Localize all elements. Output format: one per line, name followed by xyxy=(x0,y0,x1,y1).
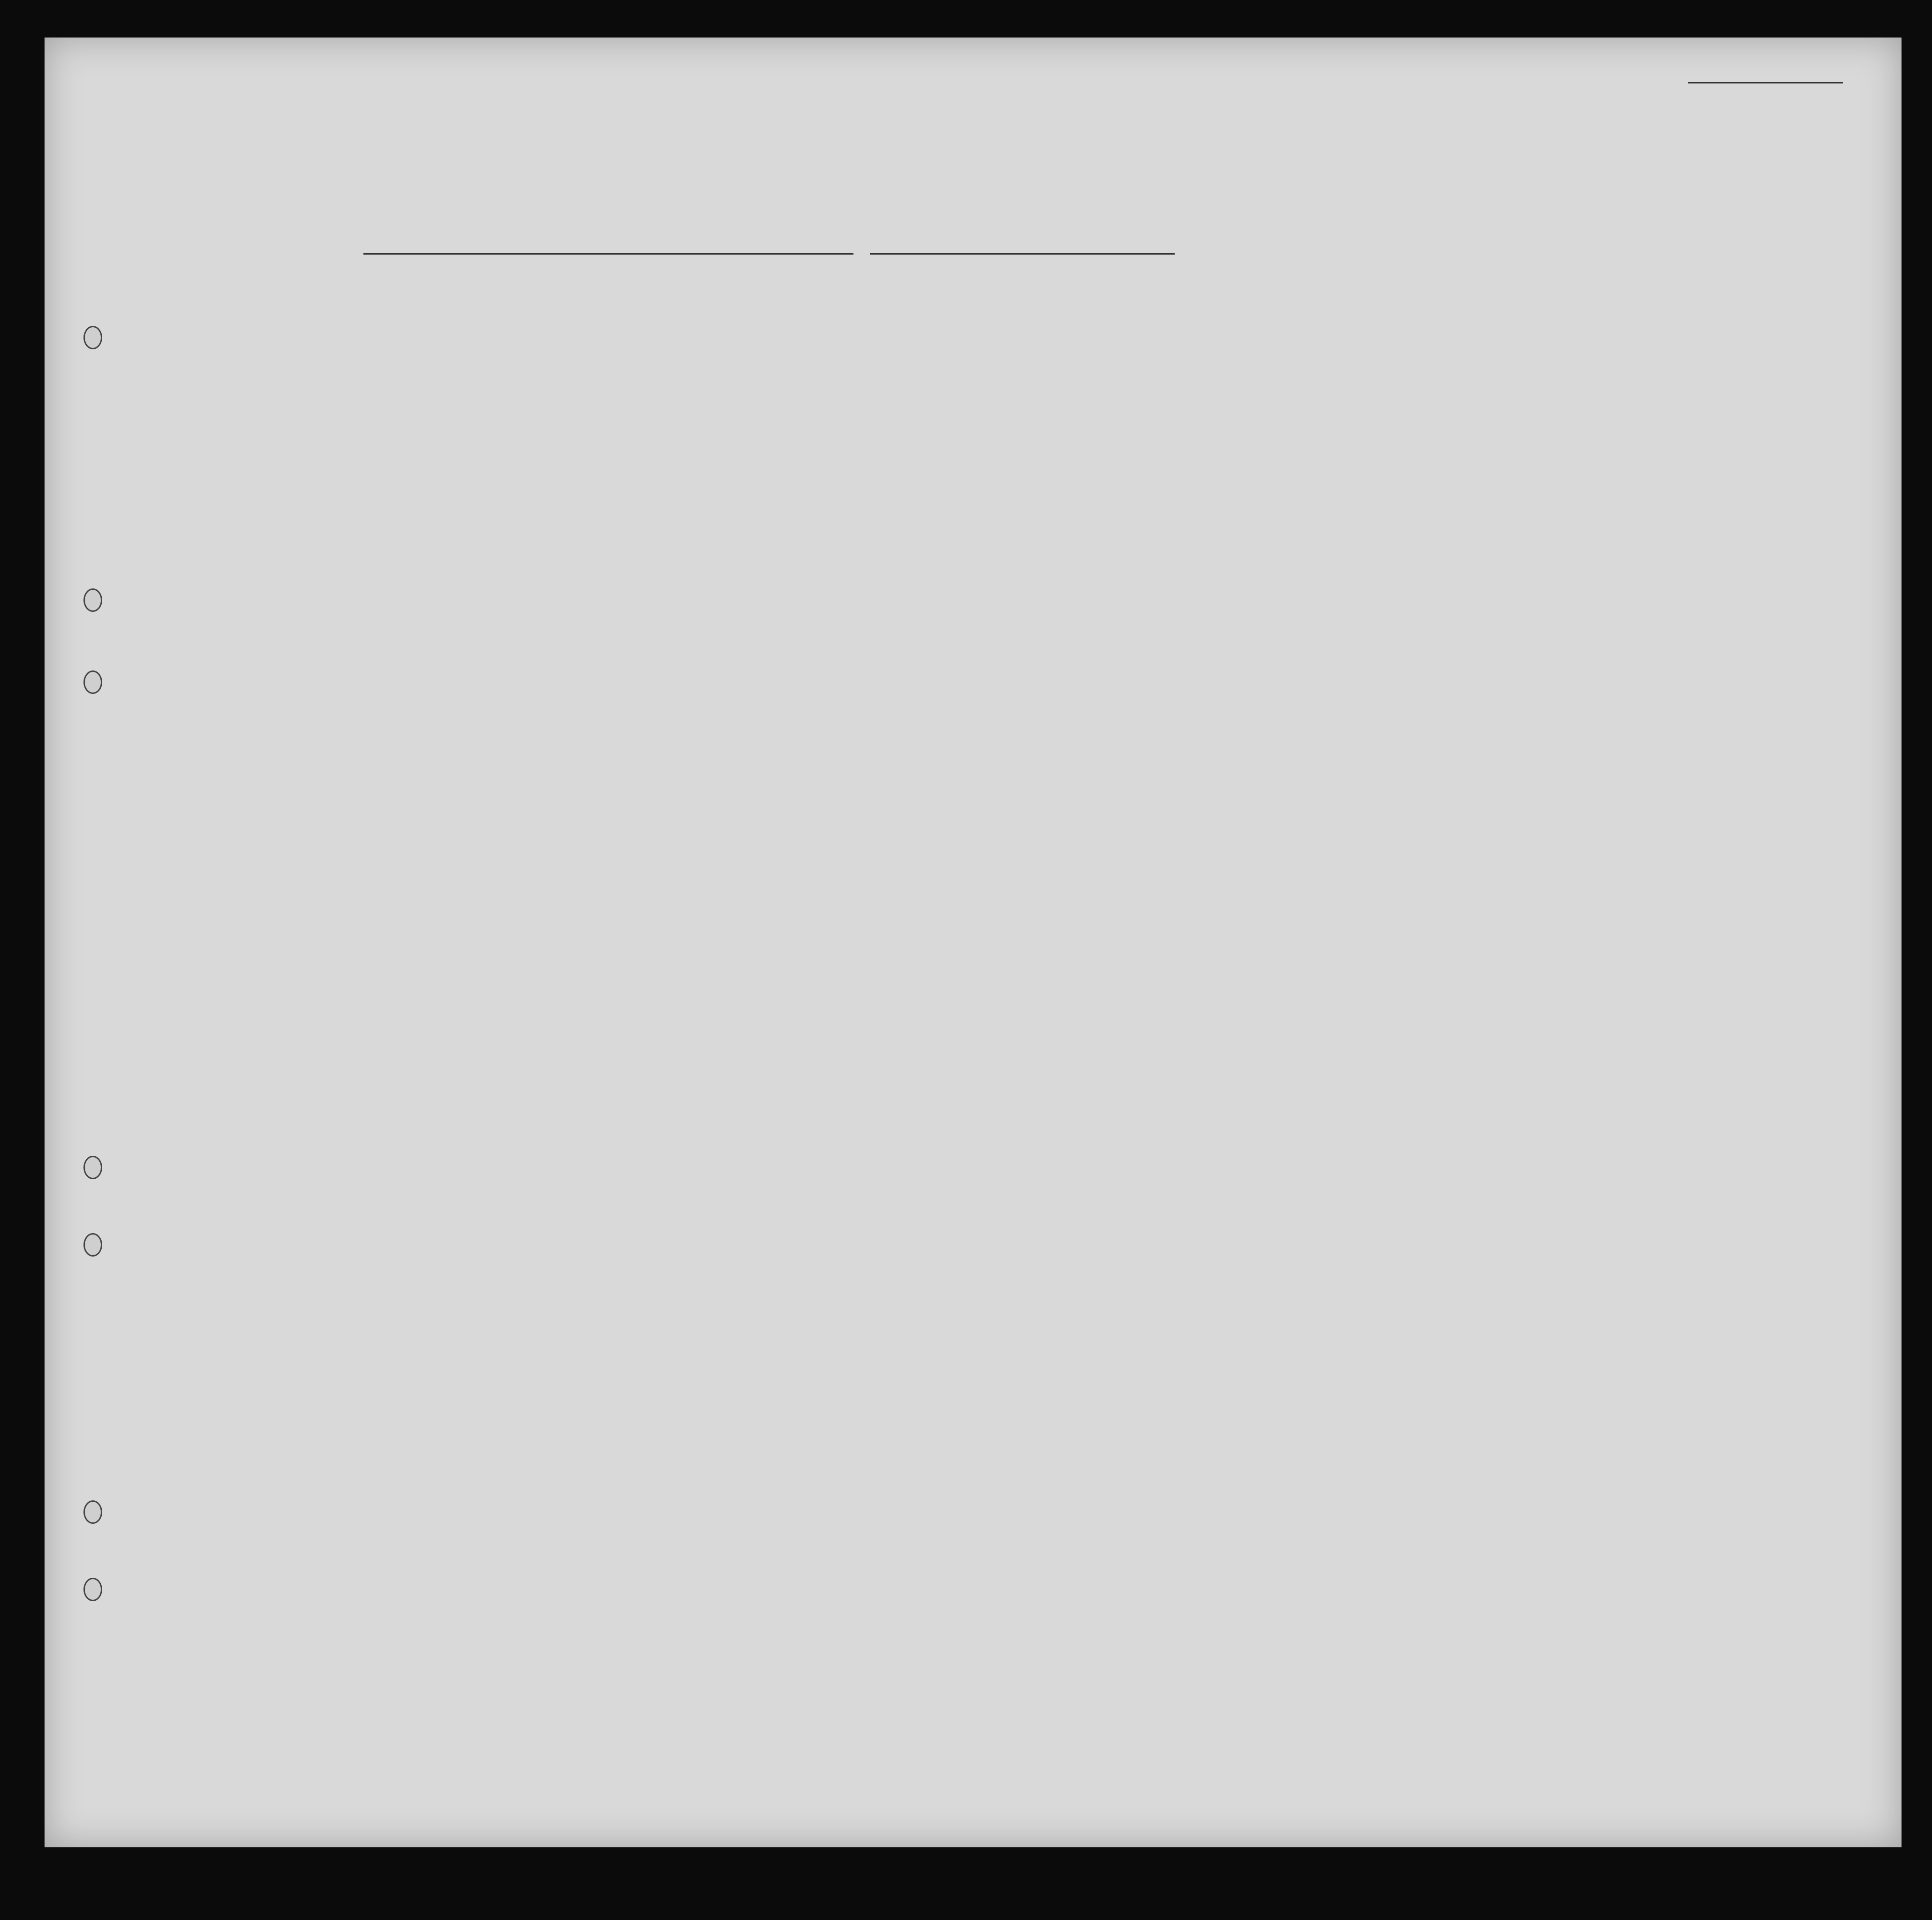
binder-hole xyxy=(83,670,102,694)
binder-hole xyxy=(83,1156,102,1179)
binder-hole xyxy=(83,1578,102,1601)
binder-hole xyxy=(83,1233,102,1257)
binder-hole xyxy=(83,1500,102,1524)
binder-hole xyxy=(83,326,102,349)
list-underline xyxy=(1688,82,1843,83)
manifest-sheet xyxy=(45,38,1902,1847)
port-line xyxy=(363,253,853,255)
binder-hole xyxy=(83,588,102,612)
date-line xyxy=(870,253,1175,255)
